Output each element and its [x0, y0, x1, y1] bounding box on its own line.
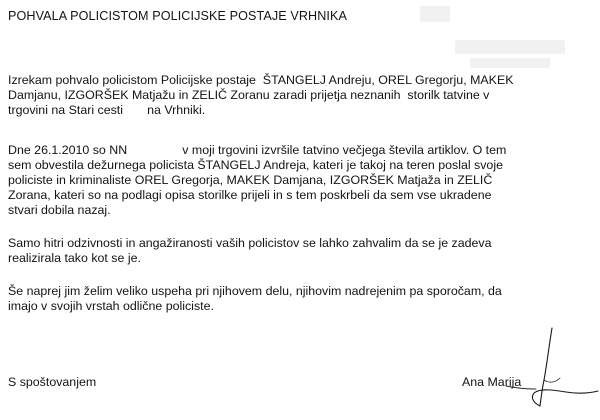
document-title: POHVALA POLICISTOM POLICIJSKE POSTAJE VRHNIKA	[8, 9, 348, 23]
paragraph-incident	[8, 143, 588, 218]
paragraph-line: stvari dobila nazaj.	[8, 203, 111, 217]
scan-showthrough	[455, 40, 565, 54]
paragraph-line: trgovini na Stari cesti na Vrhniki.	[8, 103, 206, 117]
scan-showthrough	[420, 6, 450, 22]
paragraph-line: Še naprej jim želim veliko uspeha pri njihovem delu, njihovim nadrejenim pa sporočam, da	[8, 284, 502, 298]
paragraph-line: policiste in kriminaliste OREL Gregorja, MAKEK Damjana, IZGORŠEK Matjaža in ZELIČ	[8, 173, 493, 187]
paragraph-line: imajo v svojih vrstah odlične policiste.	[8, 299, 214, 313]
paragraph-line: sem obvestila dežurnega policista ŠTANGELJ Andreja, kateri je takoj na teren poslal svoje	[8, 158, 503, 172]
scan-showthrough	[470, 58, 550, 68]
paragraph-line: Izrekam pohvalo policistom Policijske postaje ŠTANGELJ Andreju, OREL Gregorju, MAKEK	[8, 73, 514, 87]
handwritten-signature	[500, 320, 600, 420]
paragraph-wishes	[8, 284, 588, 314]
paragraph-commendation	[8, 73, 588, 118]
closing-salutation: S spoštovanjem	[8, 375, 97, 389]
signer-name: Ana Marija	[462, 375, 522, 389]
paragraph-line: Dne 26.1.2010 so NN v moji trgovini izvršile tatvino večjega števila artiklov. O tem	[8, 143, 507, 157]
paragraph-line: Zorana, kateri so na podlagi opisa storilke prijeli in s tem poskrbeli da sem vse ukradene	[8, 188, 492, 202]
paragraph-line: Samo hitri odzivnosti in angažiranosti vaših policistov se lahko zahvalim da se je zadeva	[8, 236, 492, 250]
paragraph-thanks	[8, 236, 588, 266]
paragraph-line: realizirala tako kot se je.	[8, 251, 141, 265]
paragraph-line: Damjanu, IZGORŠEK Matjažu in ZELIČ Zoranu zaradi prijetja neznanih storilk tatvine v	[8, 88, 490, 102]
